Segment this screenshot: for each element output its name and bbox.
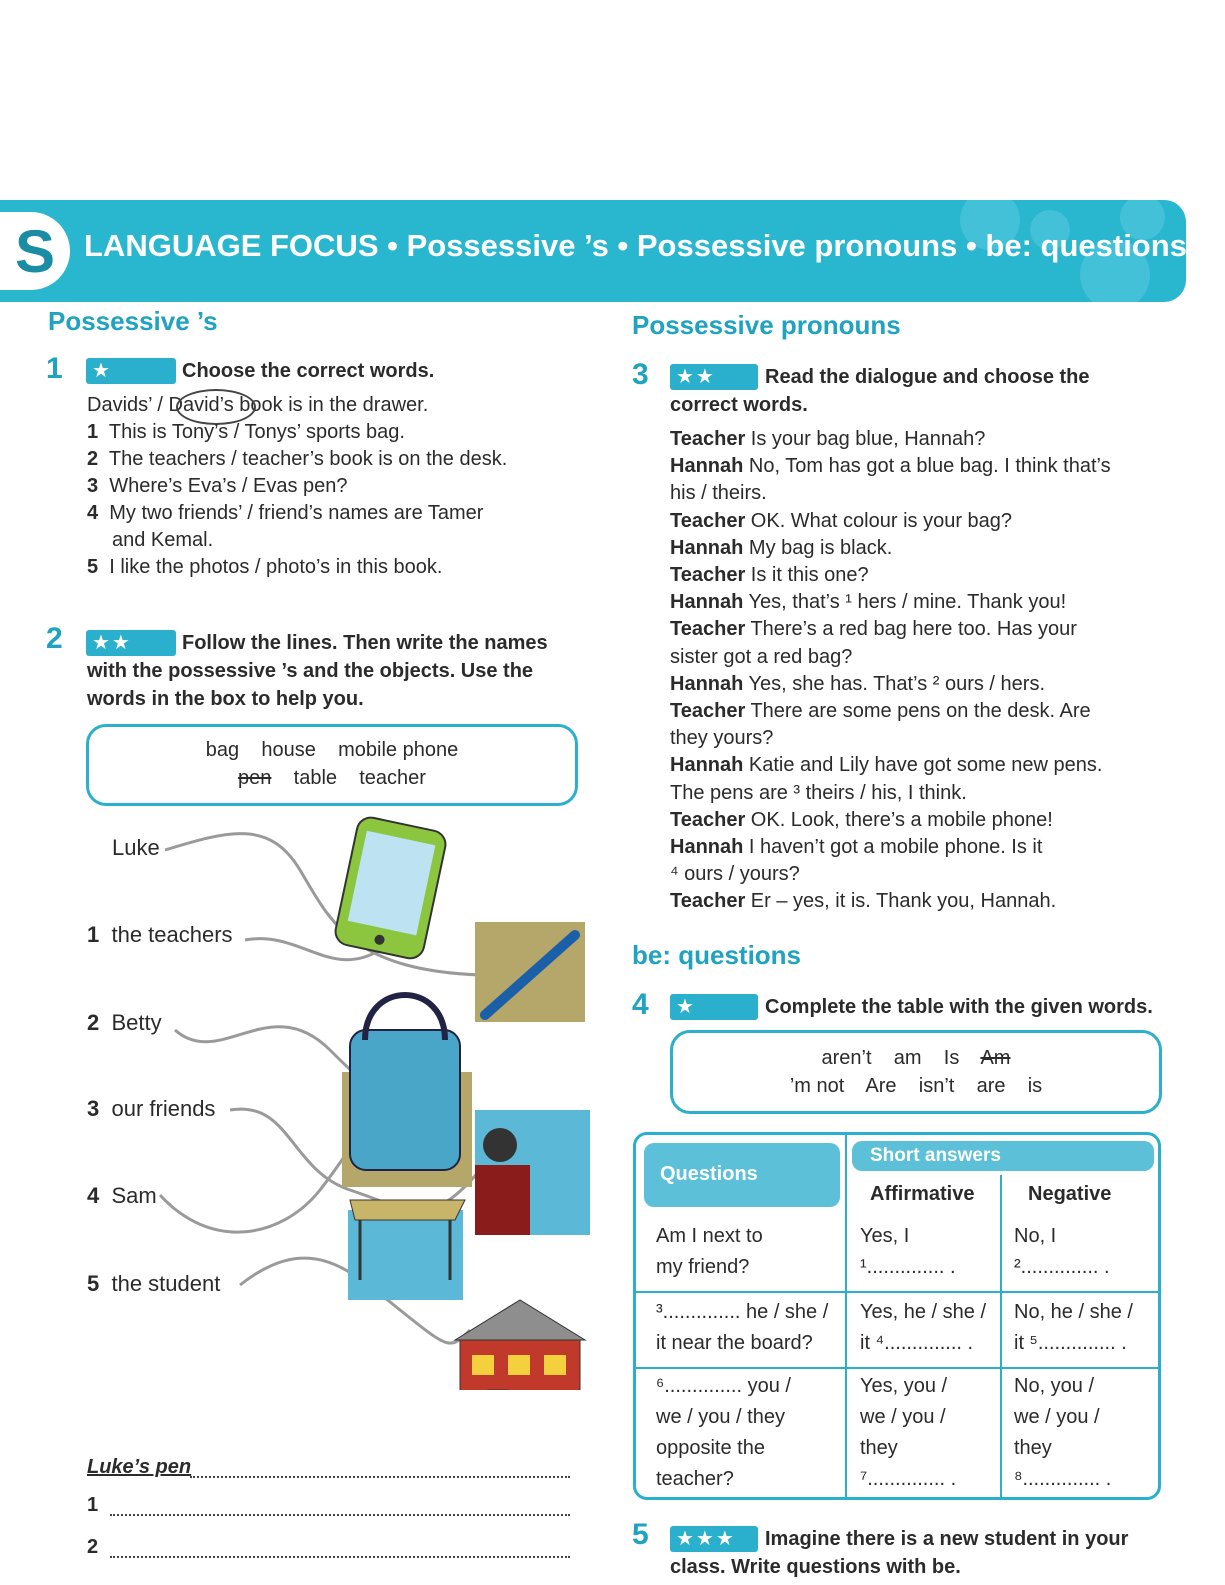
- name-label: 3 our friends: [87, 1096, 216, 1121]
- cell-line: opposite the: [656, 1437, 765, 1459]
- word-box: [670, 1030, 1162, 1114]
- answer-circle: [176, 389, 256, 425]
- list-item[interactable]: 3 Where’s Eva’s / Evas pen?: [87, 475, 348, 497]
- heading-possessive-pronouns: Possessive pronouns: [632, 310, 901, 340]
- dialogue-line: [670, 646, 852, 669]
- exercise-3-instruction-line: correct words.: [670, 394, 808, 416]
- exercise-2-instruction-line: words in the box to help you.: [87, 688, 364, 710]
- name-label: 1 the teachers: [87, 922, 233, 947]
- word-box-line: bag house mobile phone: [205, 739, 459, 761]
- name-label: 4 Sam: [87, 1183, 157, 1208]
- name-label: 2 Betty: [87, 1010, 162, 1035]
- cell-line: we / you /: [860, 1406, 946, 1428]
- word-box: [86, 724, 578, 806]
- cell-line: Yes, you /: [860, 1375, 948, 1397]
- cell-line: we / you / they: [656, 1406, 785, 1428]
- name-label: 5 the student: [87, 1271, 221, 1296]
- answer-line[interactable]: [110, 1556, 570, 1558]
- list-item-continued: and Kemal.: [112, 529, 214, 551]
- cell-line: No, I: [1014, 1225, 1057, 1247]
- speaker-name: Hannah: [670, 591, 744, 614]
- dialogue-text[interactable]: Is your bag blue, Hannah?: [750, 428, 986, 450]
- dialogue-line: [670, 510, 1012, 533]
- dialogue-line: [670, 618, 1077, 641]
- answer-line[interactable]: [110, 1514, 570, 1516]
- table-divider: [636, 1291, 1158, 1293]
- cell-line: ⁷.............. .: [860, 1468, 957, 1490]
- answer-example: Luke’s pen: [87, 1456, 192, 1478]
- speaker-name: Teacher: [670, 564, 746, 586]
- speaker-name: Hannah: [670, 536, 744, 559]
- exercise-1-instruction: Choose the correct words.: [182, 360, 435, 382]
- negative-cell[interactable]: [1014, 1221, 1110, 1283]
- list-item[interactable]: 5 I like the photos / photo’s in this book.: [87, 556, 443, 578]
- exercise-2-number: 2: [46, 622, 63, 655]
- dialogue-text[interactable]: Er – yes, it is. Thank you, Hannah.: [750, 890, 1057, 913]
- exercise-3-instruction-line: Read the dialogue and choose the: [765, 366, 1090, 388]
- dialogue-line: [670, 564, 869, 587]
- answer-number: 1: [87, 1494, 99, 1516]
- exercise-1-number: 1: [46, 352, 63, 385]
- dialogue-text[interactable]: Is it this one?: [750, 564, 869, 586]
- question-cell[interactable]: [656, 1371, 791, 1495]
- cell-line: my friend?: [656, 1256, 750, 1278]
- tangled-lines-illustration: [150, 810, 600, 1390]
- table-picture: [350, 1200, 465, 1220]
- heading-be-questions: be: questions: [632, 940, 802, 970]
- list-item[interactable]: 4 My two friends’ / friend’s names are Tamer: [87, 502, 484, 524]
- speaker-name: Teacher: [670, 808, 746, 831]
- speaker-name: Hannah: [670, 455, 744, 478]
- dialogue-line: [670, 591, 1066, 614]
- teacher-head: [483, 1128, 517, 1162]
- answer-number: 2: [87, 1536, 99, 1558]
- negative-cell[interactable]: [1014, 1297, 1133, 1359]
- cell-line: ⁸.............. .: [1014, 1468, 1112, 1490]
- affirmative-cell[interactable]: [860, 1221, 956, 1283]
- speaker-name: Teacher: [670, 890, 746, 913]
- question-cell[interactable]: [656, 1221, 763, 1283]
- dialogue-text[interactable]: sister got a red bag?: [670, 645, 853, 668]
- mobile-phone-picture: [333, 815, 448, 961]
- dialogue-line: [670, 537, 892, 560]
- difficulty-stars: ★★: [86, 630, 176, 656]
- speaker-name: Teacher: [670, 618, 746, 641]
- dialogue-text[interactable]: There’s a red bag here too. Has your: [750, 618, 1077, 641]
- cell-line: Yes, he / she /: [860, 1301, 987, 1323]
- exercise-3-number: 3: [632, 358, 649, 391]
- dialogue-line: [670, 863, 800, 886]
- answer-line[interactable]: [190, 1476, 570, 1478]
- difficulty-stars: ★★: [670, 364, 758, 390]
- bag-picture: [350, 1030, 460, 1170]
- dialogue-text[interactable]: There are some pens on the desk. Are: [750, 700, 1091, 722]
- cell-line: ².............. .: [1014, 1256, 1110, 1278]
- exercise-4-instruction: Complete the table with the given words.: [765, 996, 1153, 1018]
- speaker-name: Hannah: [670, 672, 744, 695]
- exercise-2-instruction-line: with the possessive ’s and the objects. Use the: [87, 660, 534, 682]
- table-background: [348, 1210, 463, 1300]
- word-box-line: pen table teacher: [238, 767, 426, 789]
- table-divider: [636, 1367, 1158, 1369]
- table-divider: [1000, 1175, 1002, 1497]
- affirmative-cell[interactable]: [860, 1371, 956, 1495]
- cell-line: they: [1014, 1437, 1052, 1459]
- cell-line: No, you /: [1014, 1375, 1095, 1397]
- cell-line: it ⁵.............. .: [1014, 1332, 1127, 1354]
- speaker-name: Teacher: [670, 700, 746, 722]
- word-box-line: ’m not Are isn’t are is: [789, 1075, 1043, 1097]
- dialogue-line: [670, 428, 985, 451]
- cell-line: we / you /: [1014, 1406, 1100, 1428]
- cell-line: ³.............. he / she /: [656, 1301, 829, 1323]
- dialogue-line: [670, 890, 1056, 913]
- cell-line: Am I next to: [656, 1225, 763, 1247]
- dialogue-line: [670, 482, 767, 505]
- negative-cell[interactable]: [1014, 1371, 1111, 1495]
- difficulty-stars: ★: [86, 358, 176, 384]
- dialogue-text[interactable]: Yes, she has. That’s ² ours / hers.: [748, 672, 1046, 695]
- cell-line: it near the board?: [656, 1332, 813, 1354]
- cell-line: teacher?: [656, 1468, 734, 1490]
- cell-line: it ⁴.............. .: [860, 1332, 974, 1354]
- cell-line: they: [860, 1437, 898, 1459]
- difficulty-stars: ★: [670, 994, 758, 1020]
- dialogue-line: [670, 700, 1091, 723]
- difficulty-stars: ★★★: [670, 1526, 758, 1552]
- speaker-name: Hannah: [670, 754, 744, 777]
- affirmative-cell[interactable]: [860, 1297, 986, 1359]
- questions-header: Questions: [660, 1163, 758, 1185]
- list-item[interactable]: 1 This is Tony’s / Tonys’ sports bag.: [87, 421, 405, 443]
- dialogue-line: [670, 455, 1111, 478]
- table-divider: [845, 1135, 847, 1497]
- be-questions-table: [633, 1132, 1161, 1500]
- exercise-5-instruction: Imagine there is a new student in your: [765, 1528, 1129, 1550]
- word-box-line: aren’t am Is Am: [821, 1047, 1011, 1069]
- dialogue-text[interactable]: his / theirs.: [670, 482, 767, 505]
- speaker-name: Hannah: [670, 836, 744, 858]
- cell-line: No, he / she /: [1014, 1301, 1133, 1323]
- cell-line: ¹.............. .: [860, 1256, 956, 1278]
- dialogue-line: [670, 836, 1042, 859]
- dialogue-text[interactable]: My bag is black.: [748, 536, 893, 559]
- dialogue-text[interactable]: Katie and Lily have got some new pens.: [748, 754, 1103, 777]
- section-badge: S: [0, 212, 70, 290]
- exercise-2-instruction-line: Follow the lines. Then write the names: [182, 632, 548, 654]
- dialogue-text[interactable]: OK. What colour is your bag?: [750, 509, 1013, 532]
- dialogue-line: [670, 727, 773, 750]
- dialogue-text[interactable]: No, Tom has got a blue bag. I think that’s: [748, 455, 1111, 478]
- dialogue-line: [670, 782, 967, 805]
- cell-line: Yes, I: [860, 1225, 910, 1247]
- speaker-name: Teacher: [670, 509, 746, 532]
- dialogue-text[interactable]: ⁴ ours / yours?: [670, 863, 800, 886]
- speaker-name: Teacher: [670, 428, 746, 450]
- exercise-1-example: Davids’ / David’s book is in the drawer.: [87, 394, 429, 416]
- dialogue-text[interactable]: The pens are ³ theirs / his, I think.: [670, 781, 967, 804]
- exercise-5-number: 5: [632, 1518, 649, 1551]
- dialogue-line: [670, 809, 1053, 832]
- list-item[interactable]: 2 The teachers / teacher’s book is on the desk.: [87, 448, 508, 470]
- negative-header: Negative: [1028, 1183, 1112, 1205]
- teacher-picture: [475, 1165, 530, 1235]
- cell-line: ⁶.............. you /: [656, 1375, 791, 1397]
- question-cell[interactable]: [656, 1297, 828, 1359]
- name-label: Luke: [112, 835, 160, 860]
- exercise-4-number: 4: [632, 988, 649, 1021]
- heading-possessive-s: Possessive ’s: [48, 306, 218, 336]
- exercise-5-instruction-line: class. Write questions with be.: [670, 1556, 961, 1578]
- dialogue-line: [670, 754, 1102, 777]
- affirmative-header: Affirmative: [870, 1183, 975, 1205]
- dialogue-text[interactable]: Yes, that’s ¹ hers / mine. Thank you!: [748, 591, 1067, 614]
- page-title: LANGUAGE FOCUS • Possessive ’s • Possessive pronouns • be: questions: [84, 228, 1187, 263]
- dialogue-text[interactable]: I haven’t got a mobile phone. Is it: [748, 836, 1043, 858]
- dialogue-text[interactable]: OK. Look, there’s a mobile phone!: [750, 808, 1053, 831]
- dialogue-text[interactable]: they yours?: [670, 727, 774, 750]
- short-answers-header: Short answers: [870, 1145, 1001, 1166]
- dialogue-line: [670, 673, 1045, 696]
